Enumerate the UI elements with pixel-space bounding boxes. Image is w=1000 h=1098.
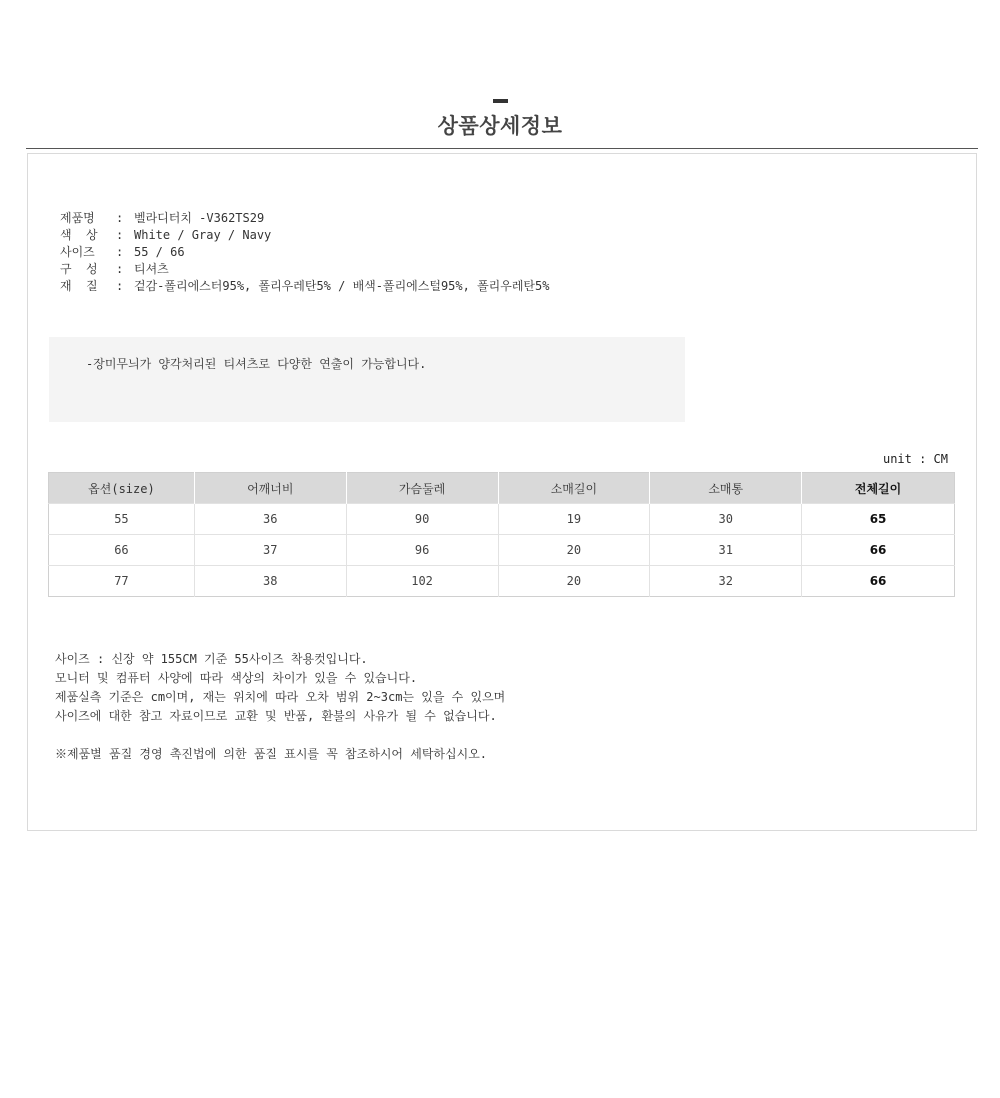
spec-row-color xyxy=(60,227,549,244)
table-cell: 66 xyxy=(802,535,955,566)
spec-label: 색 상 xyxy=(60,228,98,242)
spec-row-name xyxy=(60,210,549,227)
table-cell: 38 xyxy=(194,566,346,597)
column-header-total-length: 전체길이 xyxy=(802,473,955,504)
spec-colon: : xyxy=(116,245,124,259)
note-line: 모니터 및 컴퓨터 사양에 따라 색상의 차이가 있을 수 있습니다. xyxy=(55,671,418,685)
title-accent-bar xyxy=(493,99,508,103)
column-header-sleeve-length: 소매길이 xyxy=(498,473,650,504)
table-cell: 19 xyxy=(498,504,650,535)
table-row xyxy=(49,504,955,535)
note-line: 사이즈에 대한 참고 자료이므로 교환 및 반품, 환불의 사유가 될 수 없습니다. xyxy=(55,709,497,723)
table-cell: 37 xyxy=(194,535,346,566)
column-header-option: 옵션(size) xyxy=(49,473,195,504)
table-cell: 36 xyxy=(194,504,346,535)
spec-value: 벨라디터치 -V362TS29 xyxy=(134,211,265,225)
spec-label: 제품명 xyxy=(60,211,95,225)
spec-row-size xyxy=(60,244,549,261)
table-cell: 30 xyxy=(650,504,802,535)
table-row xyxy=(49,566,955,597)
spec-label: 구 성 xyxy=(60,262,98,276)
spec-row-material xyxy=(60,278,549,295)
table-cell: 90 xyxy=(346,504,498,535)
spec-colon: : xyxy=(116,262,124,276)
spec-value: 55 / 66 xyxy=(134,245,185,259)
table-row xyxy=(49,535,955,566)
care-note: ※제품별 품질 경영 촉진법에 의한 품질 표시를 꼭 참조하시어 세탁하십시오. xyxy=(55,747,488,761)
table-cell: 66 xyxy=(49,535,195,566)
table-header-row xyxy=(49,473,955,504)
spec-value: 겉감-폴리에스터95%, 폴리우레탄5% / 배색-폴리에스털95%, 폴리우레탄5% xyxy=(134,279,550,293)
page-title: 상품상세정보 xyxy=(437,114,563,138)
title-divider xyxy=(26,148,978,149)
table-cell: 102 xyxy=(346,566,498,597)
table-cell: 65 xyxy=(802,504,955,535)
table-cell: 20 xyxy=(498,566,650,597)
note-line: 제품실측 기준은 cm이며, 재는 위치에 따라 오차 범위 2~3cm는 있을 수 있으며 xyxy=(55,690,506,704)
table-cell: 77 xyxy=(49,566,195,597)
unit-label: unit : CM xyxy=(882,452,948,466)
column-header-sleeve-width: 소매통 xyxy=(650,473,802,504)
spec-list xyxy=(60,210,549,295)
table-cell: 55 xyxy=(49,504,195,535)
spec-colon: : xyxy=(116,279,124,293)
column-header-shoulder: 어깨너비 xyxy=(194,473,346,504)
spec-value: White / Gray / Navy xyxy=(134,228,272,242)
table-cell: 20 xyxy=(498,535,650,566)
note-line: 사이즈 : 신장 약 155CM 기준 55사이즈 착용컷입니다. xyxy=(55,652,368,666)
table-cell: 31 xyxy=(650,535,802,566)
spec-label: 사이즈 xyxy=(60,245,95,259)
description-text: -장미무늬가 양각처리된 티셔츠로 다양한 연출이 가능합니다. xyxy=(86,357,427,371)
notes-section xyxy=(55,650,505,764)
spec-value: 티셔츠 xyxy=(134,262,169,276)
column-header-chest: 가슴둘레 xyxy=(346,473,498,504)
spec-row-composition xyxy=(60,261,549,278)
spec-colon: : xyxy=(116,211,124,225)
table-cell: 32 xyxy=(650,566,802,597)
description-box xyxy=(49,337,685,422)
spec-label: 재 질 xyxy=(60,279,98,293)
spec-colon: : xyxy=(116,228,124,242)
size-table xyxy=(48,472,955,597)
table-cell: 66 xyxy=(802,566,955,597)
table-cell: 96 xyxy=(346,535,498,566)
note-spacer xyxy=(55,726,505,745)
